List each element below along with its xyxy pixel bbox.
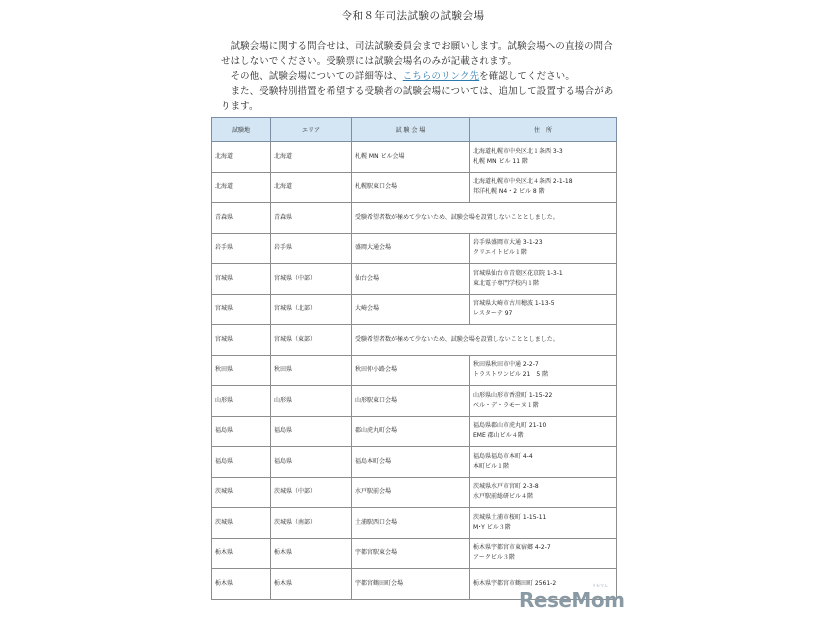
address-line: 札幌 MN ビル 11 階 bbox=[473, 157, 528, 165]
address-line: 邦洋札幌 N4・2 ビル 8 階 bbox=[473, 188, 545, 196]
address-line: EME 郡山ビル４階 bbox=[473, 432, 524, 440]
cell-address bbox=[470, 294, 617, 325]
cell-area: 北海道 bbox=[271, 142, 352, 173]
cell-area: 宮城県（東部） bbox=[271, 325, 352, 356]
table-row bbox=[212, 233, 617, 264]
address-line: 宮城県大崎市古川穂波 1-13-5 bbox=[473, 300, 555, 308]
address-line: 茨城県土浦市桜町 1-15-11 bbox=[473, 513, 547, 521]
header-area: エリア bbox=[271, 118, 352, 142]
address-line: 本町ビル１階 bbox=[473, 462, 510, 470]
cell-venue: 仙台会場 bbox=[352, 264, 470, 295]
table-row bbox=[212, 508, 617, 539]
cell-area: 栃木県 bbox=[271, 569, 352, 600]
cell-area: 福島県 bbox=[271, 447, 352, 478]
cell-note: 受験希望者数が極めて少ないため、試験会場を設置しないこととしました。 bbox=[352, 203, 617, 234]
intro-paragraph-details bbox=[221, 70, 621, 85]
cell-address bbox=[470, 386, 617, 417]
cell-pref: 青森県 bbox=[212, 203, 271, 234]
cell-venue: 山形駅東口会場 bbox=[352, 386, 470, 417]
table-row bbox=[212, 355, 617, 386]
cell-pref: 北海道 bbox=[212, 172, 271, 203]
address-line: 岩手県盛岡市大通 3-1-23 bbox=[473, 239, 543, 247]
cell-venue: 郡山虎丸町会場 bbox=[352, 416, 470, 447]
cell-address bbox=[470, 416, 617, 447]
table-header-row bbox=[212, 118, 617, 142]
address-line: 秋田県秋田市中通 2-2-7 bbox=[473, 361, 539, 369]
cell-pref: 北海道 bbox=[212, 142, 271, 173]
cell-area: 岩手県 bbox=[271, 233, 352, 264]
cell-pref: 宮城県 bbox=[212, 294, 271, 325]
cell-area: 茨城県（南部） bbox=[271, 508, 352, 539]
cell-address bbox=[470, 477, 617, 508]
table-row bbox=[212, 447, 617, 478]
header-address: 住 所 bbox=[470, 118, 617, 142]
resemom-logo: ReseMom bbox=[519, 588, 625, 612]
address-line: ベル・デ・ラモーヌ１階 bbox=[473, 401, 539, 409]
cell-venue: 盛岡大通会場 bbox=[352, 233, 470, 264]
address-line: 北海道札幌市中央区北１条西 3-3 bbox=[473, 147, 563, 155]
cell-address bbox=[470, 447, 617, 478]
cell-venue: 札幌 MN ビル会場 bbox=[352, 142, 470, 173]
cell-venue: 土浦駅西口会場 bbox=[352, 508, 470, 539]
cell-pref: 福島県 bbox=[212, 416, 271, 447]
header-pref: 試験地 bbox=[212, 118, 271, 142]
cell-address bbox=[470, 355, 617, 386]
cell-pref: 岩手県 bbox=[212, 233, 271, 264]
cell-venue: 宇都宮鶴田町会場 bbox=[352, 569, 470, 600]
intro-paragraph-special-measures: また、受験特別措置を希望する受験者の試験会場については、追加して設置する場合があります。 bbox=[221, 86, 614, 112]
address-line: 北海道札幌市中央区北４条西 2-1-18 bbox=[473, 178, 573, 186]
address-line: 栃木県宇都宮市鶴田町 2561-2 bbox=[473, 579, 557, 587]
address-line: レスターテ 97 bbox=[473, 310, 513, 318]
address-line: 栃木県宇都宮市東宿郷 4-2-7 bbox=[473, 544, 551, 552]
cell-address bbox=[470, 508, 617, 539]
cell-area: 北海道 bbox=[271, 172, 352, 203]
table-row bbox=[212, 477, 617, 508]
cell-address bbox=[470, 538, 617, 569]
cell-address bbox=[470, 264, 617, 295]
cell-pref: 栃木県 bbox=[212, 569, 271, 600]
table-row bbox=[212, 386, 617, 417]
cell-area: 栃木県 bbox=[271, 538, 352, 569]
address-line: 茨城県水戸市宮町 2-3-8 bbox=[473, 483, 539, 491]
header-venue: 試 験 会 場 bbox=[352, 118, 470, 142]
cell-venue: 水戸駅前会場 bbox=[352, 477, 470, 508]
cell-pref: 福島県 bbox=[212, 447, 271, 478]
cell-note: 受験希望者数が極めて少ないため、試験会場を設置しないこととしました。 bbox=[352, 325, 617, 356]
intro-text-after-link: を確認してください。 bbox=[479, 71, 575, 82]
intro-paragraph-inquiries: 試験会場に関する問合せは、司法試験委員会までお願いします。試験会場への直接の問合せはしないでください。受験票には試験会場名のみが記載されます。 bbox=[221, 41, 613, 67]
address-line: 宮城県仙台市青葉区花京院 1-3-1 bbox=[473, 269, 563, 277]
cell-area: 秋田県 bbox=[271, 355, 352, 386]
table-row bbox=[212, 325, 617, 356]
cell-address bbox=[470, 172, 617, 203]
address-line: 福島県郡山市虎丸町 21-10 bbox=[473, 422, 547, 430]
table-row bbox=[212, 538, 617, 569]
cell-pref: 茨城県 bbox=[212, 508, 271, 539]
cell-venue: 秋田仲小路会場 bbox=[352, 355, 470, 386]
venue-table bbox=[211, 117, 617, 600]
cell-pref: 茨城県 bbox=[212, 477, 271, 508]
details-link[interactable]: こちらのリンク先 bbox=[402, 71, 480, 82]
address-line: M･Y ビル３階 bbox=[473, 523, 511, 531]
address-line: トラストワンビル 21 5 階 bbox=[473, 371, 549, 379]
cell-venue: 宇都宮駅東会場 bbox=[352, 538, 470, 569]
cell-venue: 大崎会場 bbox=[352, 294, 470, 325]
cell-pref: 宮城県 bbox=[212, 264, 271, 295]
address-line: アークビル３階 bbox=[473, 554, 515, 562]
table-row bbox=[212, 172, 617, 203]
cell-pref: 山形県 bbox=[212, 386, 271, 417]
intro-text-before-link: その他、試験会場についての詳細等は、 bbox=[221, 71, 403, 82]
cell-area: 山形県 bbox=[271, 386, 352, 417]
table-row bbox=[212, 142, 617, 173]
resemom-logo-sub: リセマム bbox=[592, 583, 608, 588]
cell-pref: 宮城県 bbox=[212, 325, 271, 356]
cell-area: 宮城県（中部） bbox=[271, 264, 352, 295]
cell-area: 茨城県（中部） bbox=[271, 477, 352, 508]
cell-venue: 札幌駅東口会場 bbox=[352, 172, 470, 203]
address-line: 福島県福島市本町 4-4 bbox=[473, 452, 533, 460]
address-line: 東北電子専門学校内１階 bbox=[473, 279, 540, 287]
address-line: クリエイトビル１階 bbox=[473, 249, 527, 257]
cell-address bbox=[470, 233, 617, 264]
address-line: 水戸駅前総研ビル４階 bbox=[473, 493, 534, 501]
cell-area: 宮城県（北部） bbox=[271, 294, 352, 325]
table-row bbox=[212, 416, 617, 447]
cell-pref: 栃木県 bbox=[212, 538, 271, 569]
table-row bbox=[212, 203, 617, 234]
cell-area: 青森県 bbox=[271, 203, 352, 234]
page-title: 令和８年司法試験の試験会場 bbox=[341, 10, 485, 22]
cell-pref: 秋田県 bbox=[212, 355, 271, 386]
cell-address bbox=[470, 142, 617, 173]
cell-area: 福島県 bbox=[271, 416, 352, 447]
cell-venue: 福島本町会場 bbox=[352, 447, 470, 478]
table-row bbox=[212, 294, 617, 325]
table-row bbox=[212, 264, 617, 295]
address-line: 山形県山形市香澄町 1-15-22 bbox=[473, 391, 553, 399]
